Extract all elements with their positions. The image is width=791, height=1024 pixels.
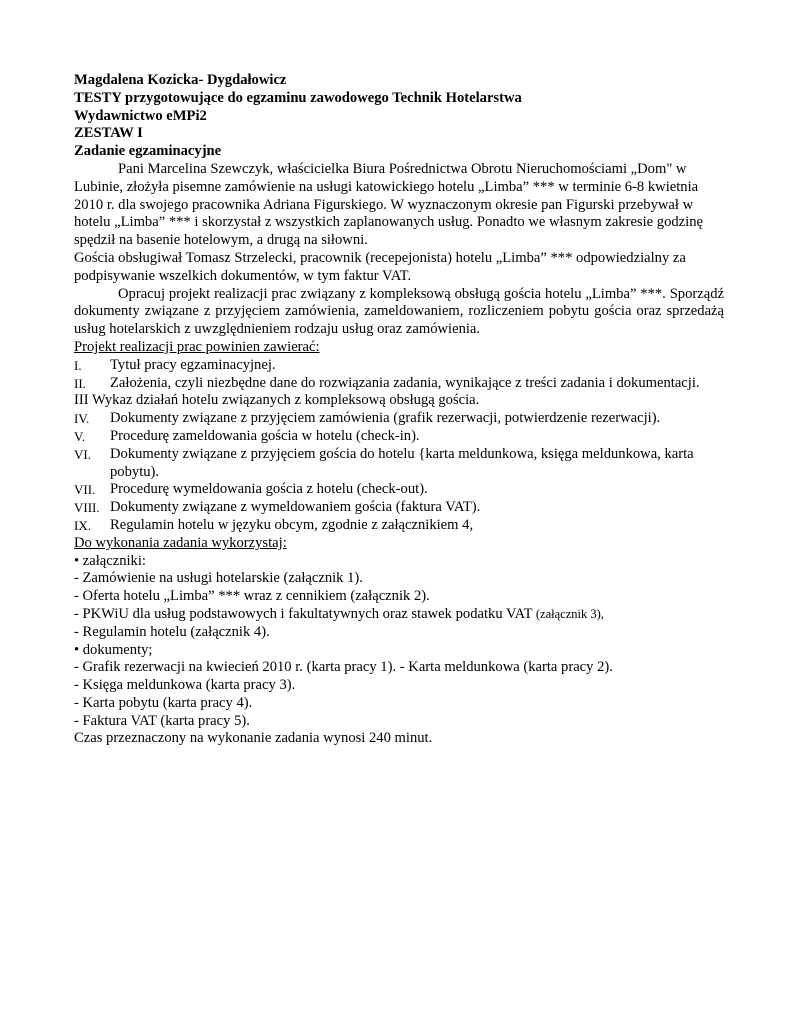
attachment-item-text: - PKWiU dla usług podstawowych i fakultatywnych oraz stawek podatku VAT: [74, 605, 533, 622]
list-item: [74, 446, 724, 482]
list-item: [74, 357, 724, 375]
list-item-number: VIII.: [74, 500, 100, 516]
attachments-label: • załączniki:: [74, 552, 146, 569]
list-item-text: Dokumenty związane z przyjęciem gościa do hotelu {karta meldunkowa, księga meldunkowa, karta pobytu).: [110, 445, 694, 480]
attachment-item: - Regulamin hotelu (załącznik 4).: [74, 623, 270, 640]
attachment-item: - Zamówienie na usługi hotelarskie (załącznik 1).: [74, 570, 363, 587]
list-item: [74, 392, 724, 410]
attachment-item: - Oferta hotelu „Limba” *** wraz z cennikiem (załącznik 2).: [74, 588, 430, 605]
task-paragraph-1: Pani Marcelina Szewczyk, właścicielka Biura Pośrednictwa Obrotu Nieruchomościami „Dom" w Lubinie, złożyła pisemne zamówienie na usługi katowickiego hotelu „Limba” *** w terminie 6-8 kwietnia 2010 r. dla swojego pracownika Adriana Figurskiego. W wyznaczonym okresie pan Figurski przebywał w hotelu „Limba” *** i skorzystał z wszystkich zaplanowanych usług. Ponadto we własnym zakresie godzinę spędził na basenie hotelowym, a drugą na siłowni.: [74, 160, 703, 249]
list-item-number: IX.: [74, 517, 91, 533]
list-item-text: III Wykaz działań hotelu związanych z kompleksową obsługą gościa.: [74, 392, 480, 409]
list-item-number: I.: [74, 357, 82, 373]
list-item: [74, 481, 724, 499]
list-item-text: Założenia, czyli niezbędne dane do rozwiązania zadania, wynikające z treści zadania i dokumentacji.: [110, 374, 700, 391]
task-heading: Zadanie egzaminacyjne: [74, 143, 222, 160]
project-list: [74, 357, 724, 535]
documents-label: • dokumenty;: [74, 641, 153, 658]
time-note: Czas przeznaczony na wykonanie zadania wynosi 240 minut.: [74, 730, 433, 747]
list-item-text: Tytuł pracy egzaminacyjnej.: [110, 356, 276, 373]
document-title: TESTY przygotowujące do egzaminu zawodowego Technik Hotelarstwa: [74, 89, 522, 106]
list-item: [74, 375, 724, 393]
list-item-number: IV.: [74, 411, 90, 427]
list-item: [74, 428, 724, 446]
document-item: - Karta pobytu (karta pracy 4).: [74, 694, 253, 711]
list-item-text: Procedurę zameldowania gościa w hotelu (check-in).: [110, 427, 420, 444]
author-line: Magdalena Kozicka- Dygdałowicz: [74, 72, 287, 88]
document-page: [74, 72, 724, 748]
list-item: [74, 517, 724, 535]
document-item: - Księga meldunkowa (karta pracy 3).: [74, 677, 296, 694]
list-item-number: II.: [74, 375, 86, 391]
list-item: [74, 410, 724, 428]
list-item-number: V.: [74, 428, 85, 444]
list-item-text: Procedurę wymeldowania gościa z hotelu (check-out).: [110, 481, 428, 498]
set-label: ZESTAW I: [74, 125, 143, 142]
list-item-text: Regulamin hotelu w języku obcym, zgodnie z załącznikiem 4,: [110, 516, 474, 533]
attachment-item: [74, 606, 724, 624]
publisher-line: Wydawnictwo eMPi2: [74, 107, 207, 124]
document-item: - Faktura VAT (karta pracy 5).: [74, 712, 250, 729]
task-paragraph-2: Gościa obsługiwał Tomasz Strzelecki, pracownik (recepejonista) hotelu „Limba” *** odpowiedzialny za podpisywanie wszelkich dokumentów, w tym faktur VAT.: [74, 249, 686, 284]
list-item-text: Dokumenty związane z przyjęciem zamówienia (grafik rezerwacji, potwierdzenie rezerwacji).: [110, 410, 661, 427]
attachment-item-suffix: (załącznik 3),: [535, 606, 604, 621]
project-heading: Projekt realizacji prac powinien zawierać:: [74, 338, 320, 355]
list-item-number: VI.: [74, 446, 91, 462]
task-paragraph-3: Opracuj projekt realizacji prac związany z kompleksową obsługą gościa hotelu „Limba” ***. Sporządź dokumenty związane z przyjęciem zamówienia, zameldowaniem, rozliczeniem pobytu gościa oraz sprzedażą usług hotelarskich z uwzględnieniem rodzaju usług oraz zamówienia.: [74, 285, 724, 338]
resources-heading: Do wykonania zadania wykorzystaj:: [74, 534, 287, 551]
list-item: [74, 499, 724, 517]
list-item-number: VII.: [74, 482, 96, 498]
document-item: - Grafik rezerwacji na kwiecień 2010 r. (karta pracy 1). - Karta meldunkowa (karta pracy 2).: [74, 659, 613, 676]
list-item-text: Dokumenty związane z wymeldowaniem gościa (faktura VAT).: [110, 499, 481, 516]
